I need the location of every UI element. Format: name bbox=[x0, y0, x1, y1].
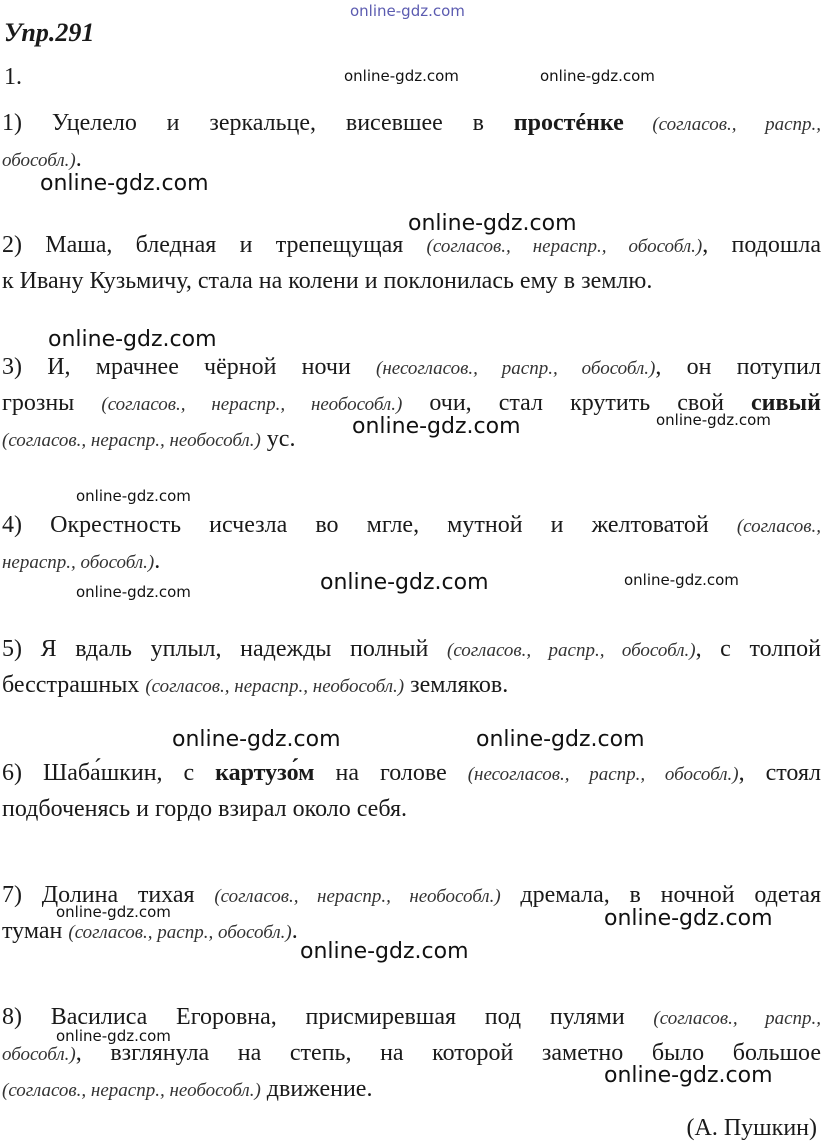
highlighted-word: сивый bbox=[750, 390, 821, 416]
sentence-6-line-2 bbox=[2, 796, 821, 823]
sentence-text: очи, стал крутить свой bbox=[402, 390, 751, 416]
section-number: 1. bbox=[4, 64, 22, 90]
sentence-text: , взглянула на степь, на которой заметно было большое bbox=[75, 1040, 821, 1066]
watermark: online-gdz.com bbox=[604, 906, 773, 931]
sentence-3-line-3 bbox=[2, 426, 821, 453]
watermark: online-gdz.com bbox=[350, 2, 465, 20]
grammar-note: (согласов., нераспр., необособл.) bbox=[214, 886, 501, 907]
grammar-note: (согласов., нераспр., необособл.) bbox=[2, 1080, 261, 1101]
grammar-note: (согласов., распр., обособл.) bbox=[68, 922, 292, 943]
watermark: online-gdz.com bbox=[540, 67, 655, 85]
sentence-text: И, мрачнее чёрной ночи bbox=[47, 354, 377, 380]
watermark: online-gdz.com bbox=[300, 939, 469, 964]
sentence-text: дремала, в ночной одетая bbox=[500, 882, 822, 908]
item-number: 6) bbox=[2, 760, 22, 786]
sentence-1-line-2 bbox=[2, 146, 821, 173]
sentence-4-line-1 bbox=[2, 512, 821, 539]
sentence-text: Окрестность исчезла во мгле, мутной и желтоватой bbox=[50, 512, 737, 538]
grammar-note: обособл.) bbox=[2, 150, 76, 171]
watermark: online-gdz.com bbox=[76, 583, 191, 601]
grammar-note: обособл.) bbox=[2, 1044, 76, 1065]
watermark: online-gdz.com bbox=[624, 571, 739, 589]
grammar-note: (несогласов., распр., обособл.) bbox=[467, 764, 739, 785]
grammar-note: (согласов., распр., bbox=[653, 1008, 822, 1029]
watermark: online-gdz.com bbox=[56, 903, 171, 921]
item-number: 3) bbox=[2, 354, 22, 380]
sentence-text: земляков. bbox=[404, 672, 509, 698]
sentence-text: . bbox=[154, 548, 161, 574]
watermark: online-gdz.com bbox=[344, 67, 459, 85]
sentence-7-line-2 bbox=[2, 918, 821, 945]
sentence-6-line-1 bbox=[2, 760, 821, 787]
grammar-note: (согласов., bbox=[736, 516, 822, 537]
item-number: 4) bbox=[2, 512, 22, 538]
sentence-text: туман bbox=[2, 918, 69, 944]
grammar-note: нераспр., обособл.) bbox=[2, 552, 155, 573]
grammar-note: (согласов., распр., bbox=[623, 114, 822, 135]
sentence-text: Маша, бледная и трепещущая bbox=[45, 232, 427, 258]
sentence-4-line-2 bbox=[2, 548, 821, 575]
sentence-text: , он потупил bbox=[655, 354, 821, 380]
watermark: online-gdz.com bbox=[656, 411, 771, 429]
watermark: online-gdz.com bbox=[48, 327, 217, 352]
sentence-text: грозны bbox=[2, 390, 102, 416]
highlighted-word: простéнке bbox=[513, 110, 624, 136]
item-number: 2) bbox=[2, 232, 22, 258]
sentence-text: . bbox=[291, 918, 298, 944]
watermark: online-gdz.com bbox=[604, 1063, 773, 1088]
sentence-text: ус. bbox=[260, 426, 296, 452]
sentence-text: Я вдаль уплыл, надежды полный bbox=[40, 636, 447, 662]
sentence-text: движение. bbox=[260, 1076, 373, 1102]
grammar-note: (согласов., нераспр., обособл.) bbox=[426, 236, 703, 257]
watermark: online-gdz.com bbox=[172, 727, 341, 752]
item-number: 1) bbox=[2, 110, 22, 136]
sentence-text: бесстрашных bbox=[2, 672, 146, 698]
sentence-5-line-2 bbox=[2, 672, 821, 699]
sentence-text: Уцелело и зеркальце, висевшее в bbox=[51, 110, 514, 136]
sentence-text: , подошла bbox=[702, 232, 821, 258]
sentence-text: Шаба́шкин, с bbox=[42, 760, 216, 786]
sentence-text: на голове bbox=[314, 760, 468, 786]
grammar-note: (согласов., нераспр., необособл.) bbox=[101, 394, 403, 415]
sentence-7-line-1 bbox=[2, 882, 821, 909]
watermark: online-gdz.com bbox=[408, 211, 577, 236]
exercise-title: Упр.291 bbox=[4, 18, 95, 47]
sentence-5-line-1 bbox=[2, 636, 821, 663]
grammar-note: (согласов., распр., обособл.) bbox=[447, 640, 696, 661]
sentence-8-line-3 bbox=[2, 1076, 821, 1103]
sentence-text: , с толпой bbox=[695, 636, 821, 662]
sentence-2-line-2 bbox=[2, 268, 821, 295]
sentence-3-line-1 bbox=[2, 354, 821, 381]
sentence-8-line-1 bbox=[2, 1004, 821, 1031]
watermark: online-gdz.com bbox=[40, 171, 209, 196]
item-number: 7) bbox=[2, 882, 22, 908]
sentence-3-line-2 bbox=[2, 390, 821, 417]
sentence-text: . bbox=[75, 146, 82, 172]
grammar-note: (несогласов., распр., обособл.) bbox=[376, 358, 656, 379]
sentence-text: к Ивану Кузьмичу, стала на колени и поклонилась ему в землю. bbox=[2, 268, 653, 294]
sentence-text: Василиса Егоровна, присмиревшая под пулями bbox=[50, 1004, 654, 1030]
highlighted-word: картузо́м bbox=[215, 760, 315, 786]
sentence-1-line-1 bbox=[2, 110, 821, 137]
item-number: 5) bbox=[2, 636, 22, 662]
sentence-text: подбоченясь и гордо взирал около себя. bbox=[2, 796, 407, 822]
watermark: online-gdz.com bbox=[76, 487, 191, 505]
grammar-note: (согласов., нераспр., необособл.) bbox=[145, 676, 405, 697]
watermark: online-gdz.com bbox=[352, 414, 521, 439]
grammar-note: (согласов., нераспр., необособл.) bbox=[2, 430, 261, 451]
item-number: 8) bbox=[2, 1004, 22, 1030]
sentence-8-line-2 bbox=[2, 1040, 821, 1067]
sentence-2-line-1 bbox=[2, 232, 821, 259]
watermark: online-gdz.com bbox=[476, 727, 645, 752]
watermark: online-gdz.com bbox=[320, 570, 489, 595]
sentence-text: , стоял bbox=[738, 760, 821, 786]
author-credit: (А. Пушкин) bbox=[686, 1115, 817, 1141]
sentence-text: Долина тихая bbox=[41, 882, 215, 908]
watermark: online-gdz.com bbox=[56, 1027, 171, 1045]
